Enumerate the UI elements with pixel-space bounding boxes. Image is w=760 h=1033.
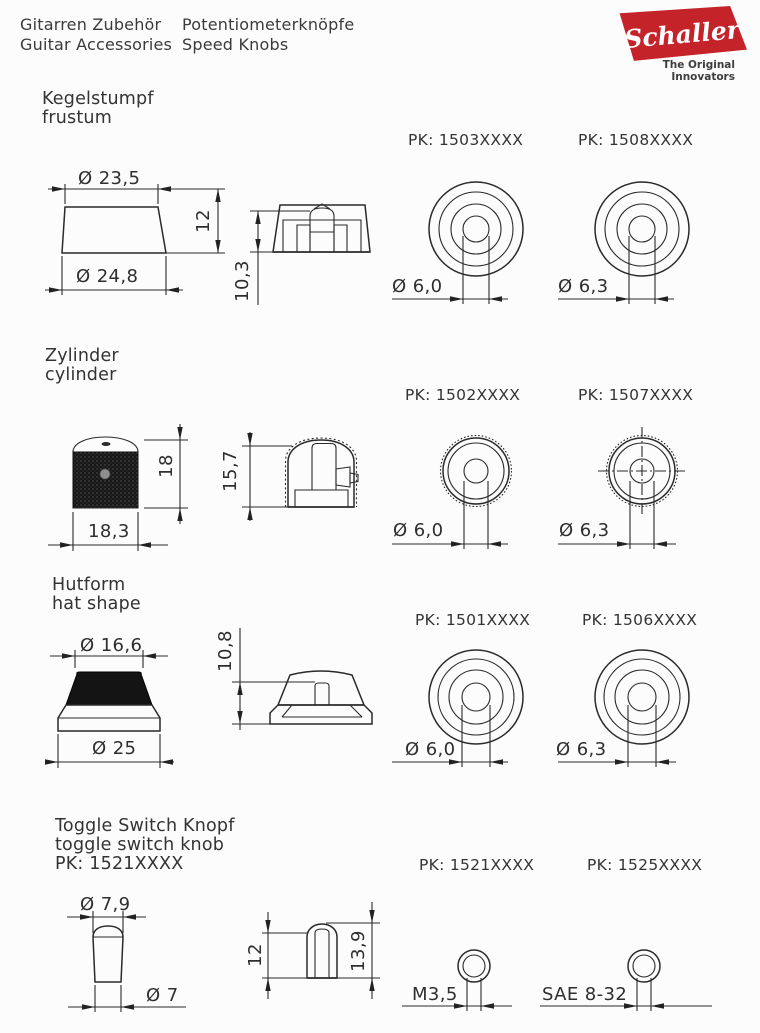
section-title-toggle-en: toggle switch knob bbox=[55, 835, 225, 855]
dim-label: Ø 7,9 bbox=[80, 894, 131, 915]
frustum-section-view bbox=[250, 204, 370, 305]
part-number: PK: 1508XXXX bbox=[578, 131, 694, 149]
part-number: PK: 1501XXXX bbox=[415, 611, 531, 629]
dim-label: Ø 24,8 bbox=[76, 266, 139, 287]
dim-label: 18 bbox=[156, 454, 178, 478]
part-number: PK: 1503XXXX bbox=[408, 131, 524, 149]
schaller-logo bbox=[617, 6, 747, 62]
section-title-frustum-en: frustum bbox=[42, 108, 112, 128]
dim-label: 18,3 bbox=[88, 521, 130, 542]
dim-label: Ø 6,3 bbox=[559, 520, 610, 541]
dim-label: Ø 6,0 bbox=[392, 276, 443, 297]
part-number: PK: 1502XXXX bbox=[405, 386, 521, 404]
header-subtitle-en: Speed Knobs bbox=[182, 35, 289, 54]
dim-label: M3,5 bbox=[412, 984, 458, 1005]
dim-label: 13,9 bbox=[348, 930, 370, 972]
section-title-frustum-de: Kegelstumpf bbox=[42, 89, 154, 109]
dim-label: Ø 6,3 bbox=[558, 276, 609, 297]
header-subtitle-de: Potentiometerknöpfe bbox=[182, 15, 355, 34]
header-title-de: Gitarren Zubehör bbox=[20, 15, 162, 34]
logo-tagline: The Original Innovators bbox=[662, 59, 735, 83]
dim-label: Ø 23,5 bbox=[78, 168, 141, 189]
part-number: PK: 1521XXXX bbox=[419, 856, 535, 874]
dim-label: 12 bbox=[245, 943, 267, 967]
dim-label: Ø 6,0 bbox=[405, 739, 456, 760]
dim-label: Ø 6,3 bbox=[556, 739, 607, 760]
dim-label: Ø 16,6 bbox=[80, 635, 143, 656]
part-number: PK: 1506XXXX bbox=[582, 611, 698, 629]
dim-label: Ø 25 bbox=[92, 738, 137, 759]
dim-label: Ø 7 bbox=[146, 985, 179, 1006]
hat-section-view bbox=[232, 628, 372, 730]
section-title-toggle-de: Toggle Switch Knopf bbox=[55, 816, 235, 836]
dim-label: 10,8 bbox=[215, 630, 237, 672]
header-title-en: Guitar Accessories bbox=[20, 35, 173, 54]
section-title-hat-de: Hutform bbox=[52, 575, 126, 595]
dim-label: Ø 6,0 bbox=[393, 520, 444, 541]
section-title-cylinder-de: Zylinder bbox=[45, 346, 119, 366]
cylinder-section-view bbox=[242, 432, 358, 521]
section-title-cylinder-en: cylinder bbox=[45, 365, 117, 385]
part-number: PK: 1507XXXX bbox=[578, 386, 694, 404]
dim-label: 12 bbox=[193, 209, 215, 233]
dim-label: SAE 8-32 bbox=[542, 984, 628, 1005]
section-title-toggle-pk: PK: 1521XXXX bbox=[55, 854, 184, 874]
dim-label: 15,7 bbox=[220, 450, 242, 492]
part-number: PK: 1525XXXX bbox=[587, 856, 703, 874]
section-title-hat-en: hat shape bbox=[52, 594, 141, 614]
dim-label: 10,3 bbox=[232, 260, 254, 302]
logo-wordmark: Schaller bbox=[623, 14, 741, 54]
